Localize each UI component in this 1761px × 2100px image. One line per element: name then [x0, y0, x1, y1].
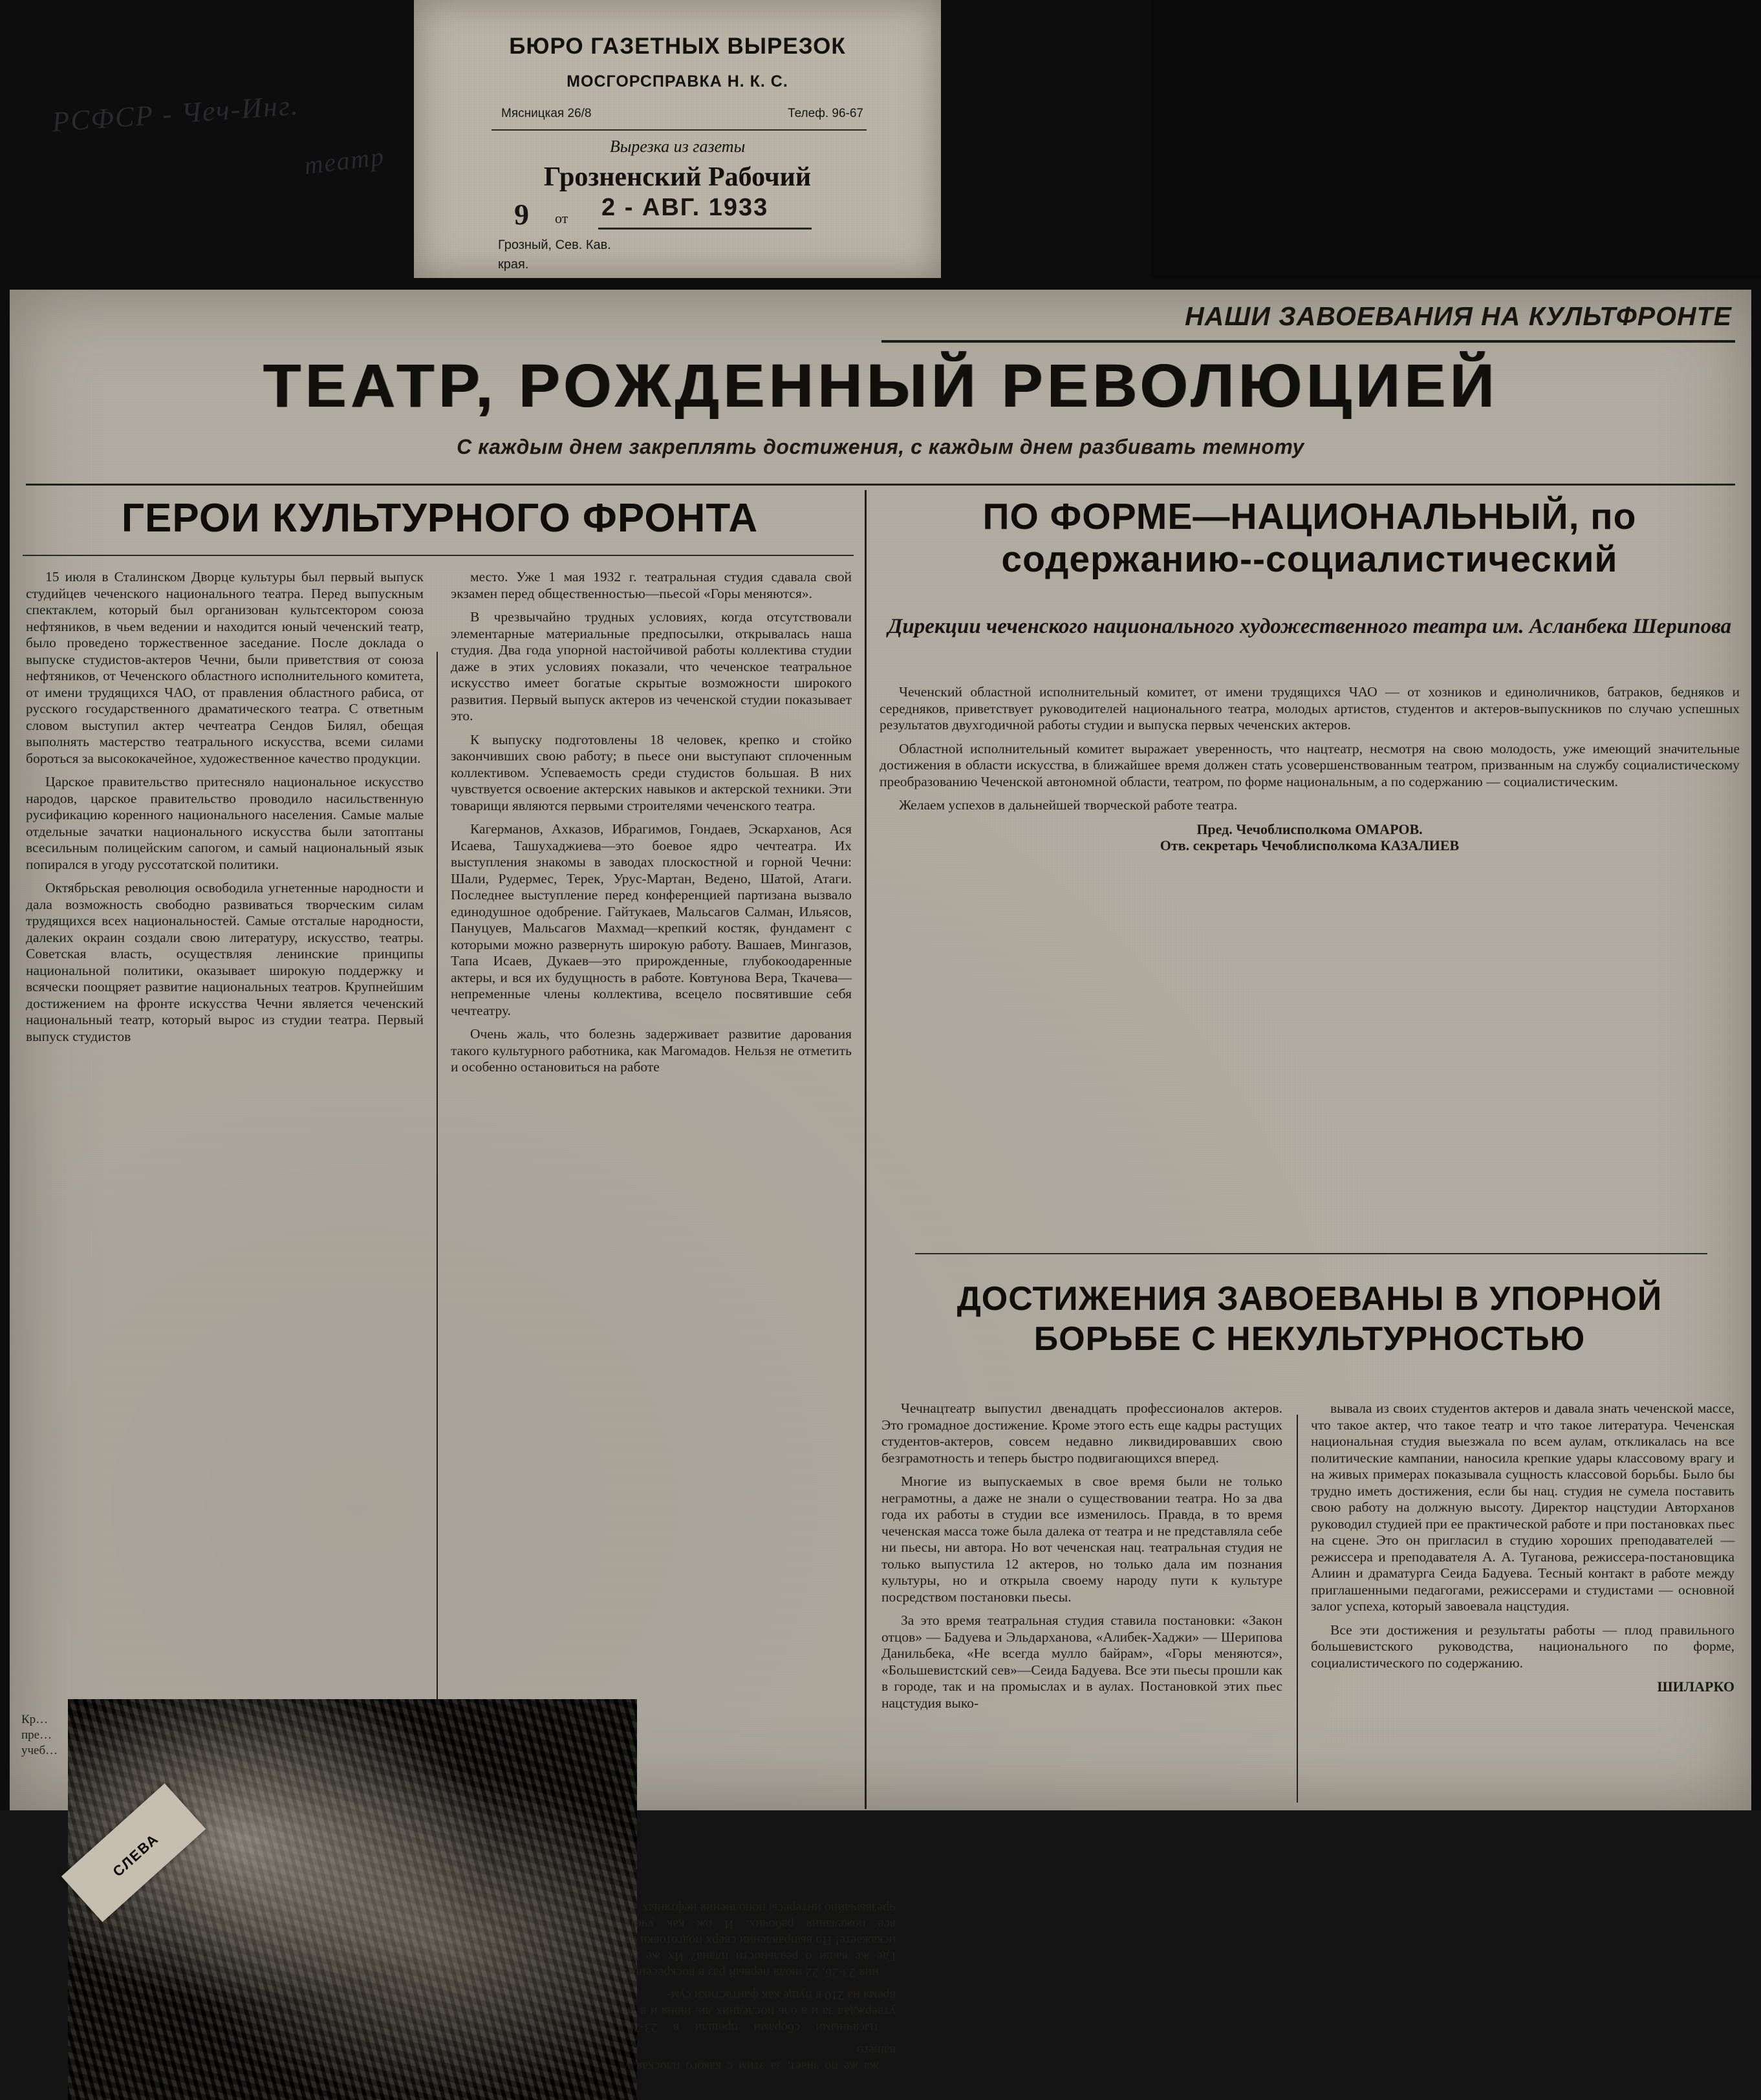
handwritten-note-theatre: театр	[302, 141, 387, 180]
paragraph: Многие из выпускаемых в свое время были не только неграмотны, а даже не знали о существовании театра. Но за два года их работы в студии все изменилось. Правда, в то время чеченская масса тоже была далека от театра и не представляла себе ни пьесы, ни автора. Но вот чеченская нац. театральная студия не только выпустила 12 актеров, но только дала им познания культуры, но и открыла своему народу пути к культуре посредством постановки пьесы.	[881, 1473, 1282, 1605]
paragraph: ния 23-26, 22 июля первый раз в воскресенье. Где же ваши о реальности плана? Их же вы искажаете! По выправлении сверх подготовки на все пожелания рабочих. И ож как учете чрезвычайно интересы пополнения нефтяных	[624, 1901, 896, 1980]
paragraph: Чечнацтеатр выпустил двенадцать профессионалов актеров. Это громадное достижение. Кроме этого есть еще кадры растущих студентов-актеров, совсем недавно ликвидировавших свою безграмотность и теперь быстро подвигающихся вперед.	[881, 1400, 1282, 1466]
bureau-phone: Телеф. 96-67	[788, 107, 863, 120]
column-divider-right-lower	[1297, 1415, 1298, 1803]
photo-caption-corner	[61, 1783, 206, 1922]
paragraph: Царское правительство притесняло национальное искусство народов, царское правительство проводило насильственную русификацию коренного национального населения. Самые малые отдельные зачатки национального искусства были затоптаны всесильным полицейским сапогом, и самый национальный язык попирался в угоду руссотатской политики.	[26, 774, 424, 872]
paragraph: В чрезвычайно трудных условиях, когда отсутствовали элементарные материальные предпосылки, открывалась наша студия. Два года упорной настойчивой работы коллектива студии даже в этих условиях показали, что чеченское театральное искусство имеет богатые скрытые возможности широкого развития. Первый выпуск актеров из чеченской студии показывает это.	[451, 609, 852, 723]
paragraph: жа же по знает, за этим с какого плоская у вашего	[624, 2043, 896, 2073]
city-line: Грозный, Сев. Кав.	[498, 238, 611, 252]
date-underline	[598, 228, 812, 230]
newspaper-clipping	[10, 290, 1751, 2073]
headline-form-national: ПО ФОРМЕ—НАЦИОНАЛЬНЫЙ, по содержанию--социалистический	[982, 496, 1637, 580]
paragraph: Областной исполнительный комитет выражает уверенность, что нацтеатр, несмотря на свою молодость, уже имеющий значительные достижения в области искусства, в ближайшее время должен стать усовершенствованным театром, призванным на службу социалистическому преобразованию Чеченской автономной области, театром, по форме национальным, а по содержанию — социалистическим.	[880, 740, 1740, 789]
handwritten-note-region: РСФСР - Чеч-Инг.	[50, 89, 300, 138]
newspaper-name: Грозненский Рабочий	[543, 162, 812, 192]
article-left-column-2	[451, 569, 852, 1083]
signature-secretary: Отв. секретарь Чечоблисполкома КАЗАЛИЕВ	[1160, 837, 1460, 853]
clipping-date: 2 - АВГ. 1933	[601, 194, 769, 221]
article-right-bottom-column-1	[881, 1400, 1282, 1719]
paragraph: Очень жаль, что болезнь задерживает развитие дарования такого культурного работника, как Магомадов. Нельзя не отметить и особенно остановиться на работе	[451, 1026, 852, 1075]
photograph	[68, 1699, 637, 2100]
column-divider-left	[437, 652, 438, 1809]
clipping-from-label: Вырезка из газеты	[609, 137, 746, 156]
page-title: ТЕАТР, РОЖДЕННЫЙ РЕВОЛЮЦИЕЙ	[263, 352, 1498, 420]
paragraph: место. Уже 1 мая 1932 г. театральная студия сдавала свой экзамен перед общественностью—пьесой «Горы меняются».	[451, 569, 852, 601]
paragraph: тысячными сборами прошли в 23-26, утверждал за и в оль последних ли. июня и в то время на 210 в пуще как фантастики сум-	[624, 1988, 896, 2035]
headline-left-underline	[23, 555, 854, 556]
column-divider-center	[865, 490, 867, 1809]
paragraph: Октябрьская революция освободила угнетенные народности и дала возможность свободно развиваться творческим силам трудящихся всех национальностей. Самые отсталые народности, далеких окраин создали свою литературу, искусство, театры. Советская власть, осуществляя ленинские принципы национальной политики, оказывает широкую поддержку и всячески поощряет развитие национальных театров. Крупнейшим достижением на фронте искусства Чечни является чеченский национальный театр, который вырос из студии театра. Первый выпуск студистов	[26, 880, 424, 1044]
kicker-underline	[881, 340, 1735, 343]
article-right-top-body	[880, 684, 1740, 854]
show-through-side-fragment: Кр… пре… учеб…	[21, 1713, 58, 1757]
scan-dark-border	[1151, 0, 1761, 278]
slip-divider-1	[492, 129, 867, 131]
clipping-bureau-slip	[414, 0, 941, 278]
headline-achievements: ДОСТИЖЕНИЯ ЗАВОЕВАНЫ В УПОРНОЙ БОРЬБЕ С НЕКУЛЬТУРНОСТЬЮ	[956, 1280, 1663, 1358]
article-right-subtitle: Дирекции чеченского национального художественного театра им. Асланбека Шерипова	[887, 615, 1732, 638]
signature-author: ШИЛАРКО	[1657, 1678, 1734, 1695]
paragraph: 15 июля в Сталинском Дворце культуры был первый выпуск студийцев чеченского национального театра. Перед выпускным спектаклем, который был организован культсектором союза нефтяников, в чьем ведении и находится юный чеченский театр, было проведено торжественное заседание. После доклада о выпуске студистов-актеров Чечни, были приветствия от союза нефтяников, от Чеченского областного исполнительного комитета, от имени трудящихся ЧАО, от правления областного рабиса, от русского государственного драматического театра. С ответным словом выступил актер чечтеатра Сендов Билял, обещая выполнять мастерство театрального искусства, всеми силами бороться за высококачейное, художественное качество продукции.	[26, 569, 424, 766]
headline-heroes: ГЕРОИ КУЛЬТУРНОГО ФРОНТА	[121, 496, 759, 541]
paragraph: Кагерманов, Ахказов, Ибрагимов, Гондаев, Эскарханов, Ася Исаева, Ташухаджиева—это боевое ядро чечтеатра. Их выступления знакомы в заводах плоскостной и горной Чечни: Шали, Рудермес, Терек, Урус-Мартан, Ведено, Шатой, Атаги. Последнее выступление перед конференцией партизана вызвало единодушное одобрение. Гайтукаев, Мальсагов Салман, Ильясов, Пануцуев, Мальсагов Махмад—крепкий костяк, фундамент с которыми можно развернуть широкую работу. Вашаев, Мингазов, Тапа Исаев, Дукаев—это прирожденные, глубокоодаренные актеры, и вся их будущность в работе. Ковтунова Вера, Ткачева—непременные члены коллектива, всецело посвятившие себя чечтеатру.	[451, 821, 852, 1018]
article-left-column-1	[26, 569, 424, 1052]
photo-caption-label: СЛЕВА	[109, 1830, 162, 1880]
show-through-text-block	[624, 1712, 896, 2074]
paragraph: К выпуску подготовлены 18 человек, крепко и стойко закончивших свою работу; в пьесе они выступают сплоченным коллективом. Успеваемость среди студистов большая. В них чувствуется освоение актерских навыков и актерской техники. Эти товарищи являются первыми строителями чеченского театра.	[451, 731, 852, 813]
signature-chairman: Пред. Чечоблисполкома ОМАРОВ.	[1196, 820, 1423, 837]
bureau-title: БЮРО ГАЗЕТНЫХ ВЫРЕЗОК	[509, 34, 846, 59]
bureau-subtitle: МОСГОРСПРАВКА Н. К. С.	[567, 72, 788, 91]
paragraph: Чеченский областной исполнительный комитет, от имени трудящихся ЧАО — от хозников и единоличников, батраков, бедняков и середняков, приветствует руководителей национального театра, молодых артистов, студентов и актеров-выпускников по случаю успешных результатов двухгодичной работы студии и выпуска первых чеченских актеров.	[880, 684, 1740, 733]
paragraph: вывала из своих студентов актеров и давала знать чеченской массе, что такое актер, что такое театр и что такое литература. Чеченская национальная студия выезжала по всем аулам, откликалась на все политические кампании, наносила крепкие удары классовому врагу и на живых примерах показывала сущность классовой борьбы. Было бы трудно иметь достижения, если бы нац. студия не сумела поставить свою работу на должную высоту. Директор нацстудии Авторханов руководил студией при ее практической работе и при постановках пьес на сцене. Это он пригласил в студию хороших преподавателей — режиссера и преподавателя А. А. Туганова, режиссера-постановщика Алиин и драматурга Сеида Бадуева. Тесный контакт в работе между приглашенными педагогами, режиссерами и студистами — основной залог успеха, который завоевала нацстудия.	[1311, 1400, 1734, 1614]
paragraph: За это время театральная студия ставила постановки: «Закон отцов» — Бадуева и Эльдарханова, «Алибек-Хаджи» — Шерипова Данильбека, «Не всегда мулло байрам», «Горы меняются», «Большевистский сев»—Сеида Бадуева. Все эти пьесы прошли как в городе, так и на промыслах и в аулах. Постановкой этих пьес нацстудия выко-	[881, 1612, 1282, 1711]
issue-number: 9	[514, 198, 529, 231]
right-section-divider	[915, 1253, 1707, 1254]
article-right-bottom-column-2	[1311, 1400, 1734, 1695]
kray-label: края.	[498, 257, 529, 272]
bureau-address: Мясницкая 26/8	[501, 107, 592, 120]
paragraph: Все эти достижения и результаты работы — плод правильного большевистского руководства, национального по форме, социалистического по содержанию.	[1311, 1622, 1734, 1671]
paragraph: Желаем успехов в дальнейшей творческой работе театра.	[899, 797, 1238, 813]
section-kicker: НАШИ ЗАВОЕВАНИЯ НА КУЛЬТФРОНТЕ	[1185, 301, 1732, 331]
masthead-divider	[26, 484, 1735, 486]
page-subtitle: С каждым днем закреплять достижения, с каждым днем разбивать темноту	[457, 435, 1304, 458]
from-date-label: от	[555, 210, 568, 226]
